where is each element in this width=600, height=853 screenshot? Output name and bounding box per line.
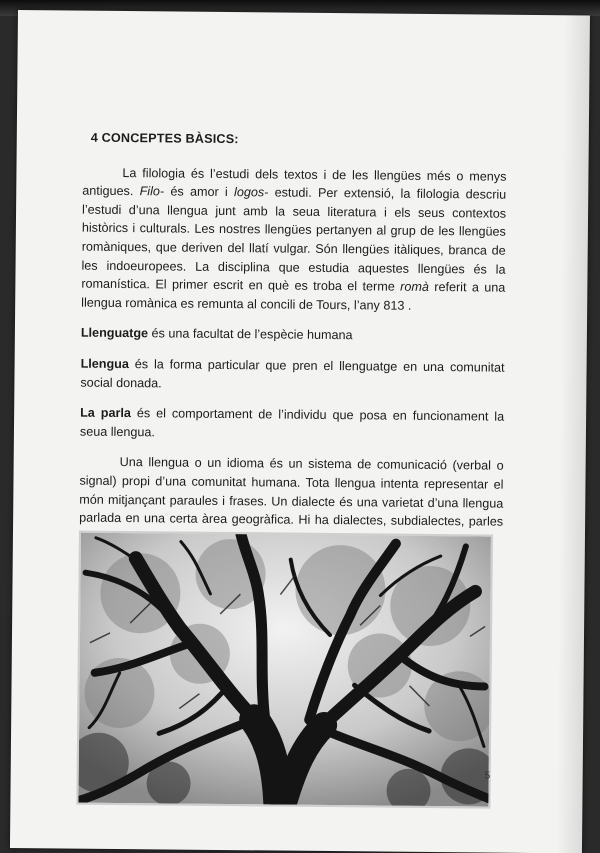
definition-llenguatge: Llenguatge és una facultat de l’espècie humana [80, 325, 353, 343]
term-logos: logos- [233, 185, 269, 200]
page-number: 5 [484, 770, 491, 782]
tree-photo [76, 531, 493, 809]
term-roma: romà [400, 279, 429, 295]
section-heading: 4 CONCEPTES BÀSICS: [90, 130, 239, 147]
tree-branches-image [78, 533, 491, 807]
intro-paragraph: La filologia és l’estudi dels textos i de les llengües més o menys antigues. Filo- és amor i logos- estudi. Per extensió, la filologia descriu l’estudi d’una llengua junt amb la seua literatura i els seus contextos històrics i culturals. Les nostres llengües pertanyen al grup de les llengües romàniques, que deriven del llatí vulgar. Són llengües itàliques, branca de les indoeuropees. La disciplina que estudia aquestes llengües és la romanística. El primer escrit en què es troba el terme romà referit a una llengua romànica es remunta al concili de Tours, l’any 813 . [81, 165, 507, 313]
term-filo: Filo- [139, 184, 165, 199]
language-paragraph: Una llengua o un idioma és un sistema de comunicació (verbal o signal) propi d’una comunitat humana. Tota llengua intenta representar el món mitjançant paraules i frases. Un dialecte és una varietat d’una llengua parlada en una certa àrea geogràfica. Hi ha dialectes, subdialectes, parles [79, 455, 504, 529]
page-shadow [556, 15, 590, 853]
page-text [79, 129, 507, 550]
document-page [10, 10, 590, 853]
definition-parla: La parla és el comportament de l’individu que posa en funcionament la seua llengua. [79, 405, 505, 440]
definition-llengua: Llengua és la forma particular que pren el llenguatge en una comunitat social donada. [80, 356, 505, 390]
